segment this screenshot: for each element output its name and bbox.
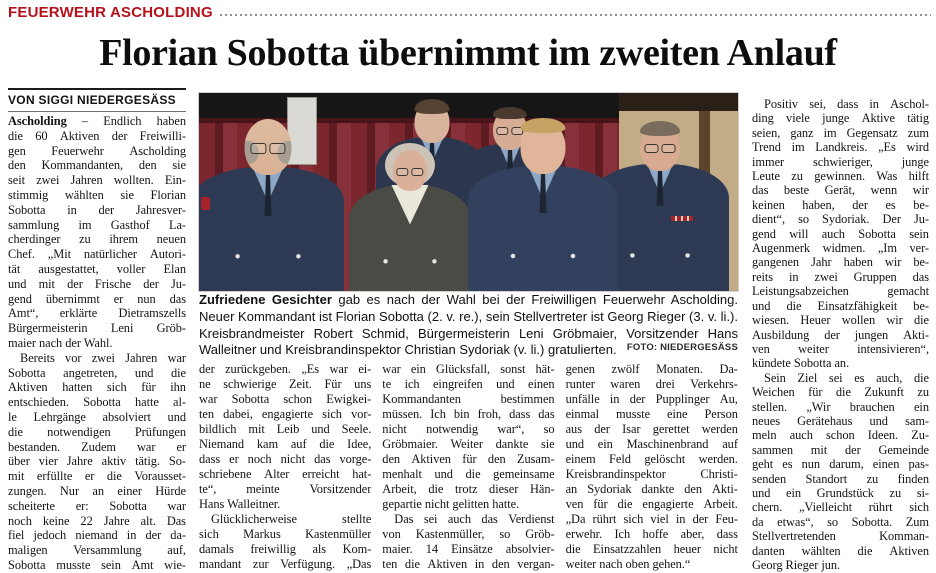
glasses-icon	[396, 168, 423, 176]
text-line: mit erfüllte er die Vorausset-	[8, 469, 186, 484]
text-line: Sein Ziel sei es auch, die	[764, 370, 929, 385]
text-line: erwehr. Ich hoffe aber, dass	[565, 527, 738, 541]
text-line: entschieden. Sobotta hatte al-	[8, 395, 186, 410]
text-line: Kreisbrandinspektor Christi-	[565, 467, 738, 481]
text-line: Leute zu gewinnen. Was hilft	[752, 169, 929, 184]
text-line: kündete Sobotta an.	[752, 356, 850, 371]
byline	[8, 88, 186, 112]
text-line: war ein Glücksfall, sonst hät-	[382, 362, 555, 376]
photo-credit: FOTO: NIEDERGESÄSS	[621, 340, 738, 357]
text-line: scheiterte er: Sobotta war	[8, 498, 186, 513]
text-line: fiel jedoch niemand in der da-	[8, 528, 186, 543]
kicker-row	[8, 4, 931, 21]
text-line: Niemand kam auf die Idee,	[199, 437, 372, 451]
text-line: immer schwieriger, junge	[752, 154, 929, 169]
text-line: den Kommandanten, den sie	[8, 158, 186, 173]
text-line: einem Feld gelöscht werden.	[565, 452, 738, 466]
text-line: ten die Aktiven in den vergan-	[382, 557, 555, 571]
text-line: Chef. „Mit natürlicher Autori-	[8, 247, 186, 262]
text-line: Bereits vor zwei Jahren war	[20, 350, 186, 365]
person-hair	[521, 118, 566, 133]
text-line: menhalt und die gemeinsame	[382, 467, 555, 481]
text-line: ding viele junge Aktive tätig	[752, 111, 929, 126]
uniform-arm-patch	[201, 197, 210, 210]
text-line: maier. 14 Einsätze absolvier-	[382, 542, 555, 556]
text-line: stellen. „Wir brauchen ein	[752, 399, 929, 414]
text-line: tät ausgestattet, voller Elan	[8, 261, 186, 276]
text-line: senden Standort zu finden	[752, 471, 929, 486]
text-line: einmal musste eine Person	[565, 407, 738, 421]
text-line: bildlich mit Leib und Seele.	[199, 422, 372, 436]
text-line: Aktiven hatten sich für ihn	[8, 380, 186, 395]
text-line: Trend im Landkreis. „Es wird	[752, 140, 929, 155]
text-line: sammen mit der Gemeinde	[752, 442, 929, 457]
text-line: Sobotta in der Jahresver-	[8, 202, 186, 217]
text-line: gend will auch Sobotta sein	[752, 226, 929, 241]
text-line: dient“, so Sydoriak. Der Ju-	[752, 212, 929, 227]
text-line: bestanden. Zudem war er	[8, 439, 186, 454]
text-line: Amt“, erklärte Dietramszells	[8, 306, 186, 321]
text-line: Hans Walleitner.	[199, 497, 281, 511]
text-line: schriebene Alter erreicht hat-	[199, 467, 372, 481]
text-line: Arbeit, die trotz dieser Hän-	[382, 482, 555, 496]
text-line: die notwendigen Prüfungen	[8, 424, 186, 439]
text-line: seit zwei Jahren wollten. Ein-	[8, 173, 186, 188]
text-line: ne schwierige Zeit. Für uns	[199, 377, 372, 391]
text-line: an Sydoriak dankte den Akti-	[565, 482, 738, 496]
text-line: müssen. Ich bin froh, dass das	[382, 407, 555, 421]
text-line: te“, meinte Vorsitzender	[199, 482, 372, 496]
text-line: te ich eingreifen und einen	[382, 377, 555, 391]
text-line: da etwas“, so Sobotta. Zum	[752, 514, 929, 529]
text-line: war Sobotta schon Ewigkei-	[199, 392, 372, 406]
article-photo	[199, 93, 738, 291]
text-line: neues Gerätehaus und sam-	[752, 413, 929, 428]
uniform-ribbon-bar	[671, 216, 693, 221]
text-line: gangenen Jahr haben wir be-	[752, 255, 929, 270]
text-line: sammlung im Gasthof La-	[8, 217, 186, 232]
text-line: dass er noch nicht das vorge-	[199, 452, 372, 466]
text-line: gen Feuerwehr Ascholding	[8, 143, 186, 158]
text-line: „Da rührt sich viel in der Feu-	[565, 512, 738, 526]
text-line: Sobotta angetreten, und die	[8, 365, 186, 380]
text-line: die 60 Aktiven der Freiwilli-	[8, 128, 186, 143]
text-line: Stellvertretenden Komman-	[752, 529, 929, 544]
text-line: meln auch schon Ideen. Zu-	[752, 428, 929, 443]
text-line: Positiv sei, dass in Aschol-	[764, 97, 929, 111]
person-figure-4	[349, 93, 471, 291]
text-line: die Einsatzzahlen heuer nicht	[565, 542, 738, 556]
text-line: über vier Jahre aktiv tätig. So-	[8, 454, 186, 469]
text-line: unfälle in der Pupplinger Au,	[565, 392, 738, 406]
text-line: maier nach der Wahl.	[8, 335, 113, 350]
text-line: chern. „Vielleicht rührt sich	[752, 500, 929, 515]
article-column-3	[382, 362, 554, 572]
text-line: gend übernimmt er nun das	[8, 291, 186, 306]
headline: Florian Sobotta übernimmt im zweiten Anlauf	[99, 32, 837, 74]
text-line: Ausbildung der jungen Akti-	[752, 327, 929, 342]
glasses-icon	[250, 143, 285, 153]
text-line: runter waren drei Verkehrs-	[565, 377, 738, 391]
text-line: maligen Versammlung auf,	[8, 543, 186, 558]
text-line: damals freiwillig als Kom-	[199, 542, 372, 556]
text-line: genen zwölf Monaten. Da-	[565, 362, 738, 376]
person-figure-3	[199, 93, 344, 291]
text-line: aus der Isar gerettet werden	[565, 422, 738, 436]
article-column-5	[752, 97, 929, 572]
text-line: ven weiter intensivieren“,	[752, 341, 929, 356]
text-line: und ein Grundstück zu si-	[752, 485, 929, 500]
text-line: und die Einsatzfähigkeit be-	[752, 298, 929, 313]
article-column-1	[8, 114, 186, 573]
text-line: zungen. Nur an einer Hürde	[8, 483, 186, 498]
text-line: das beste Gerät, wenn wir	[752, 183, 929, 198]
text-line: wiesen. Heuer wollen wir die	[752, 313, 929, 328]
glasses-icon	[645, 144, 676, 153]
text-line: danten wählten die Aktiven	[752, 543, 929, 558]
text-line: ten dabei, engagierte sich vor-	[199, 407, 372, 421]
text-line: und mit der Frische der Ju-	[8, 276, 186, 291]
text-line: der zurückgeben. „Es war ei-	[199, 362, 372, 376]
text-line: seien, ganz im Gegensatz zum	[752, 125, 929, 140]
text-line: Gröbmaier. Weiter dankte sie	[382, 437, 555, 451]
text-line: den Aktiven für den Zusam-	[382, 452, 555, 466]
text-line: mandant zur Verfügung. „Das	[199, 557, 372, 571]
person-figure-5	[468, 93, 618, 291]
article-column-4	[566, 362, 738, 572]
text-line: gepartie nicht gelitten hatte.	[382, 497, 520, 511]
text-line: Leistungsabzeichen gemacht	[752, 284, 929, 299]
text-line: sich Markus Kastenmüller	[199, 527, 372, 541]
section-kicker: FEUERWEHR ASCHOLDING	[8, 4, 213, 21]
text-line: stimmig wählten sie Florian	[8, 187, 186, 202]
text-line: von Kastenmüller, so Gröb-	[382, 527, 555, 541]
text-line: keinen haben, der es be-	[752, 197, 929, 212]
text-line: Ascholding – Endlich haben	[8, 114, 186, 128]
caption-text: gab es nach der Wahl bei der Freiwilligen Feuerwehr Ascholding. Neuer Kommandant ist Florian Sobotta (2. v. re.), sein Stellvertreter ist Georg Rieger (3. v. li.). Kreisbrandmeister Robert Schmid, Bürgermeisterin Leni Gröbmaier, Vorsitzender Hans Walleitner und Kreisbrandinspektor Christian Sydoriak (v. li.) gratulierten.	[199, 292, 738, 358]
text-line: Glücklicherweise stellte	[211, 512, 372, 526]
text-line: cherdinger zu ihrem neuen	[8, 232, 186, 247]
text-line: Georg Rieger jun.	[752, 558, 841, 572]
text-line: noch keine 22 Jahre alt. Das	[8, 513, 186, 528]
text-line: geht es nun darum, einen pas-	[752, 457, 929, 472]
text-line: Weichen für die Zukunft zu	[752, 385, 929, 400]
text-line: und ein Maschinenbrand auf	[565, 437, 738, 451]
byline-text: VON SIGGI NIEDERGESÄSS	[8, 93, 176, 107]
text-line: le Lehrgänge absolviert und	[8, 409, 186, 424]
text-line: Sobotta musste sein Amt wie-	[8, 557, 186, 572]
text-line: weiter nach oben gehen.“	[565, 557, 691, 571]
text-line: Bürgermeisterin Leni Gröb-	[8, 321, 186, 336]
text-line: ven für die engagierte Arbeit.	[565, 497, 738, 511]
caption-lead: Zufriedene Gesichter	[199, 292, 332, 307]
text-line: nicht notwendig war“, so	[382, 422, 555, 436]
text-line: Kommandanten bestimmen	[382, 392, 555, 406]
text-line: Augenmerk widmen. „Im ver-	[752, 241, 929, 256]
article-column-group	[199, 362, 738, 572]
kicker-dotted-rule	[220, 14, 931, 16]
text-line: Das sei auch das Verdienst	[394, 512, 555, 526]
person-hair	[640, 121, 680, 136]
photo-caption	[199, 292, 738, 359]
article-column-2	[199, 362, 371, 572]
text-line: reits in zwei Gruppen das	[752, 269, 929, 284]
